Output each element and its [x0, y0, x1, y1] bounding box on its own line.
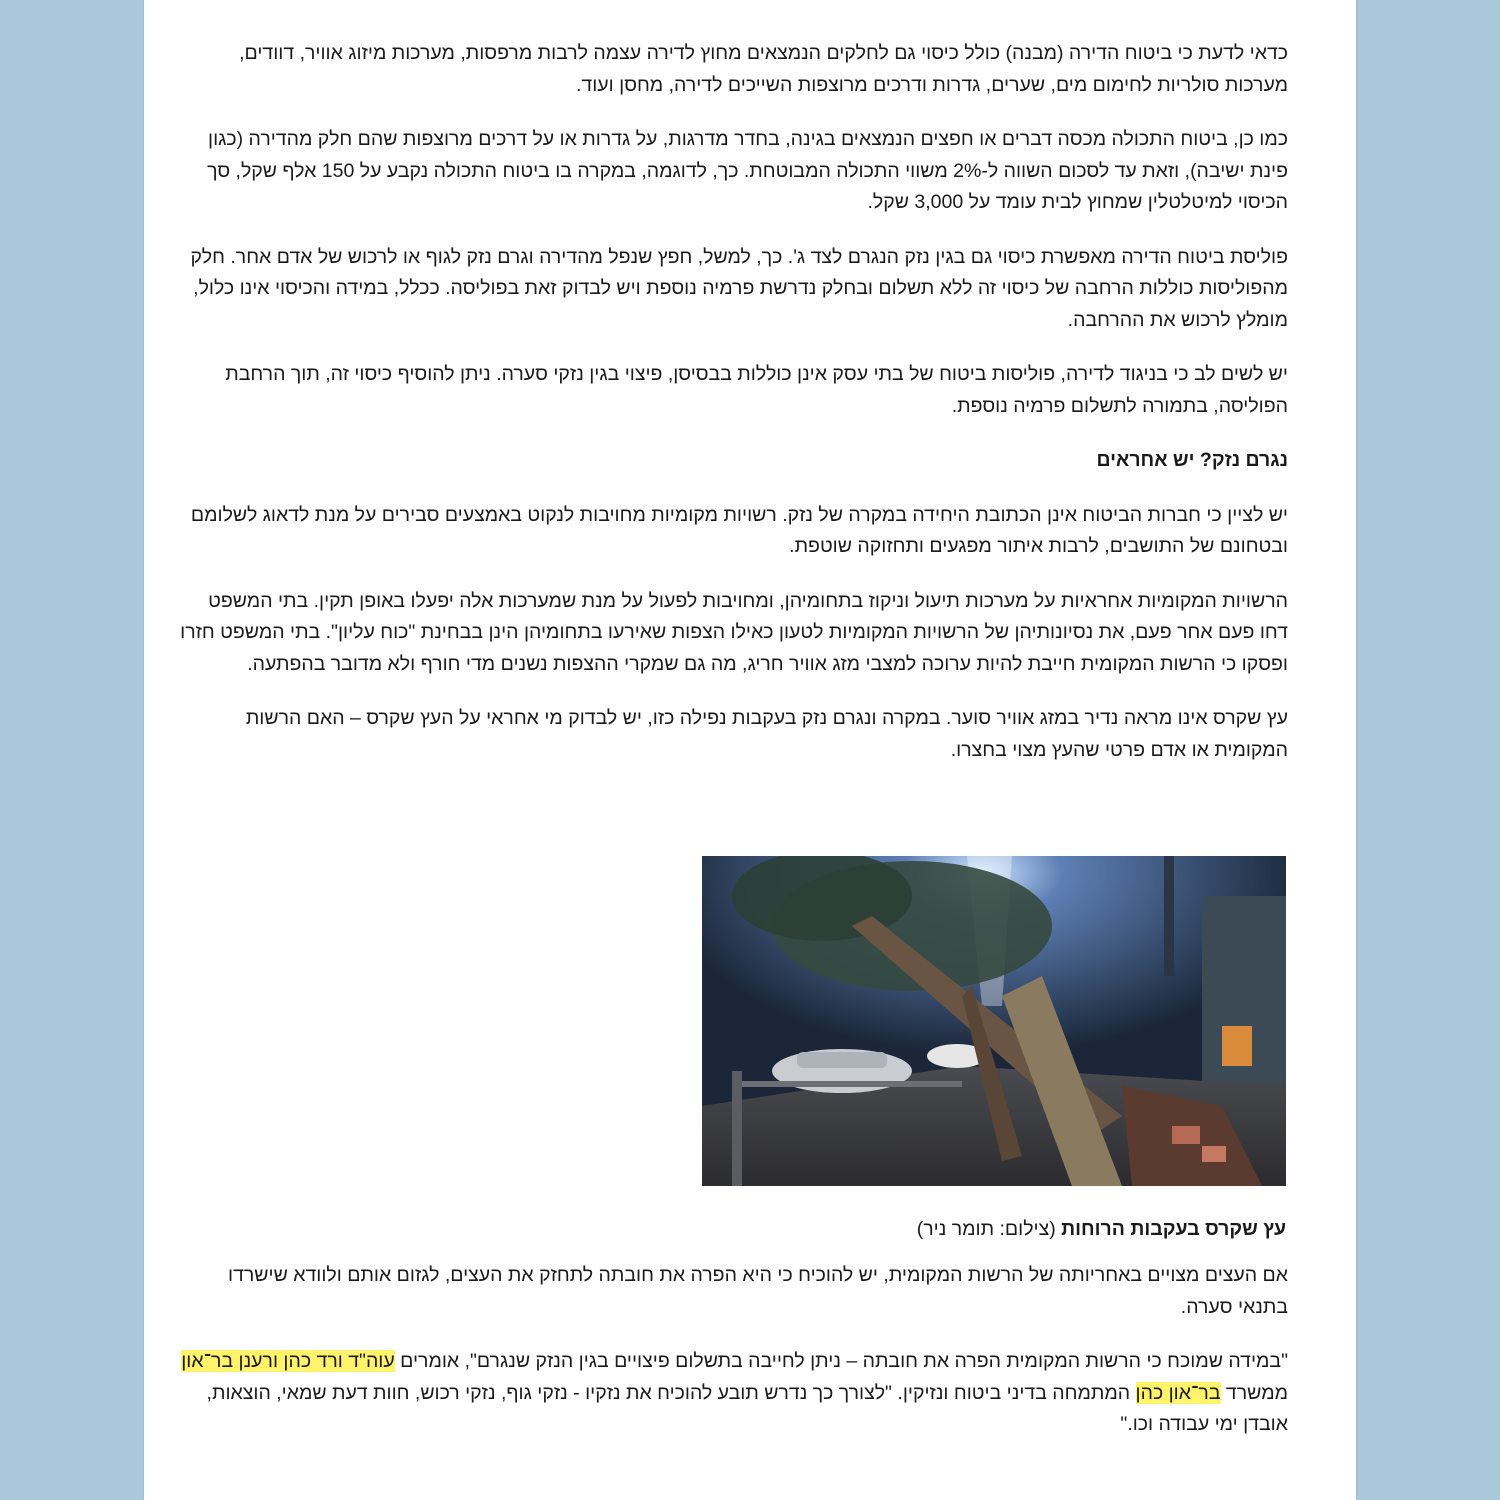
paragraph-third-party: פוליסת ביטוח הדירה מאפשרת כיסוי גם בגין נזק הנגרם לצד ג'. כך, למשל, חפץ שנפל מהדירה וגרם נזק לגוף או לרכוש של אדם אחר. חלק מהפוליסות כוללות הרחבה של כיסוי זה ללא תשלום ובחלק נדרשת פרמיה נוספת ויש לבדוק זאת בפוליסה. ככלל, במידה והכיסוי אינו כלול, מומלץ לרכוש את ההרחבה.: [190, 245, 1288, 331]
caption-title: עץ שקרס בעקבות הרוחות: [1061, 1218, 1286, 1240]
fallen-tree-illustration: [702, 856, 1286, 1186]
fallen-tree-photo: [702, 856, 1286, 1186]
paragraph-business-policies: יש לשים לב כי בניגוד לדירה, פוליסות ביטוח של בתי עסק אינן כוללות בבסיסן, פיצוי בגין נזקי סערה. ניתן להוסיף כיסוי זה, תוך הרחבת הפוליסה, בתמורה לתשלום פרמיה נוספת.: [225, 363, 1288, 417]
paragraph-contents-coverage: כמו כן, ביטוח התכולה מכסה דברים או חפצים הנמצאים בגינה, בחדר מדרגות, על גדרות או על דרכים מרוצפות שהם חלק מהדירה (כגון פינת ישיבה), וזאת עד לסכום השווה ל-2% משווי התכולה המבוטחת. כך, לדוגמה, במקרה בו ביטוח התכולה נקבע על 150 אלף שקל, סך הכיסוי למיטלטלין שמחוץ לבית עומד על 3,000 שקל.: [207, 128, 1288, 213]
quote-part-1: "במידה שמוכח כי הרשות המקומית הפרה את חובתה – ניתן לחייבה בתשלום פיצויים בגין הנזק שנגרם", אומרים: [394, 1350, 1288, 1372]
quote-part-3: המתמחה בדיני ביטוח ונזיקין. "לצורך כך נדרש תובע להוכיח את נזקיו - נזקי גוף, נזקי רכוש, חוות דעת שמאי, הוצאות, אובדן ימי עבודה וכו.": [206, 1381, 1288, 1435]
highlighted-lawyers-names: עוה"ד ורד כהן ורענן בר־און: [181, 1350, 395, 1372]
article-body-bottom: [180, 1260, 1288, 1464]
paragraph-building-coverage: כדאי לדעת כי ביטוח הדירה (מבנה) כולל כיסוי גם לחלקים הנמצאים מחוץ לדירה עצמה לרבות מרפסות, מערכות מיזוג אוויר, דוודים, מערכות סולריות לחימום מים, שערים, גדרות ודרכים מרוצפות השייכים לדירה, מחסן ועוד.: [239, 42, 1288, 96]
quote-part-2: ממשרד: [1220, 1381, 1288, 1404]
paragraph-fallen-tree: עץ שקרס אינו מראה נדיר במזג אוויר סוער. במקרה ונגרם נזק בעקבות נפילה כזו, יש לבדוק מי אחראי על העץ שקרס – האם הרשות המקומית או אדם פרטי שהעץ מצוי בחצרו.: [245, 707, 1288, 761]
article-body-top: [180, 38, 1288, 789]
caption-credit: (צילום: תומר ניר): [916, 1218, 1056, 1240]
paragraph-tree-responsibility: אם העצים מצויים באחריותה של הרשות המקומית, יש להוכיח כי היא הפרה את חובתה לתחזק את העצים, לגזום אותם ולוודא שישרדו בתנאי סערה.: [228, 1264, 1288, 1318]
paragraph-local-authorities: יש לציין כי חברות הביטוח אינן הכתובת היחידה במקרה של נזק. רשויות מקומיות מחויבות לנקוט באמצעים סבירים על מנת לדאוג לשלומם ובטחונם של התושבים, לרבות איתור מפגעים ותחזוקה שוטפת.: [190, 503, 1288, 557]
section-heading: נגרם נזק? יש אחראים: [1096, 449, 1288, 471]
photo-caption: [917, 1214, 1286, 1246]
highlighted-firm-name: בר־און כהן: [1135, 1381, 1221, 1404]
paragraph-drainage: הרשויות המקומיות אחראיות על מערכות תיעול וניקוז בתחומיהן, ומחויבות לפעול על מנת שמערכות אלה יפעלו באופן תקין. בתי המשפט דחו פעם אחר פעם, את נסיונותיהן של הרשויות המקומיות לטעון כאילו הצפות שאירעו בתחומיהן הינן בבחינת "כוח עליון". בתי המשפט חזרו ופסקו כי הרשות המקומית חייבת להיות ערוכה למצבי מזג אוויר חריג, מה גם שמקרי ההצפות נשנים מדי חורף ולא מדובר בהפתעה.: [180, 589, 1288, 675]
quote-paragraph: [180, 1346, 1288, 1441]
